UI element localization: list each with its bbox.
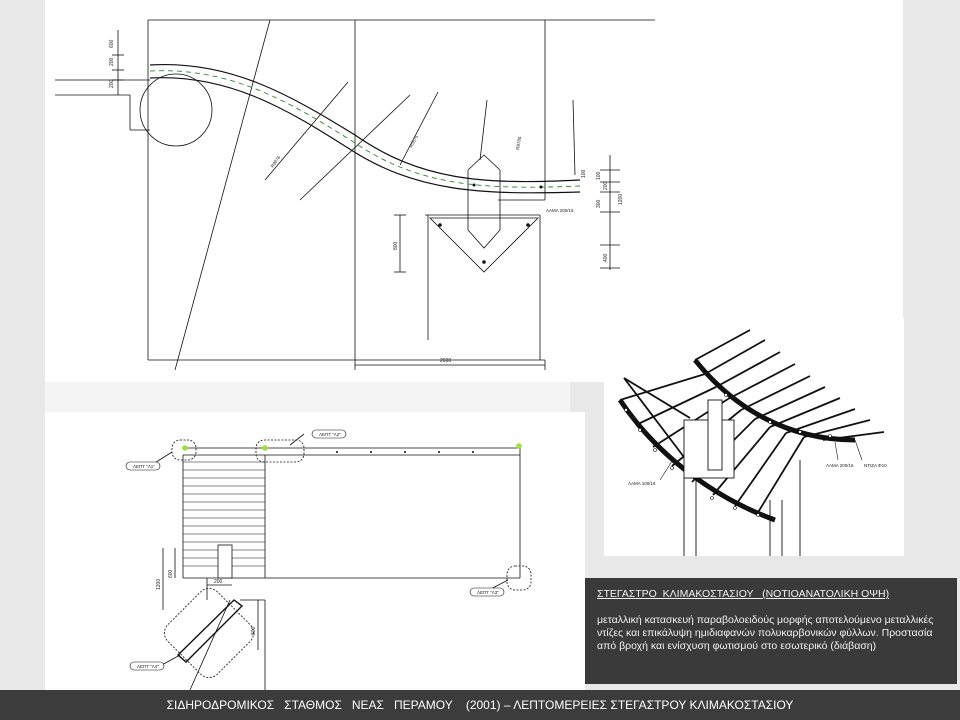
label-plate-200: ΛΑΜΑ 200/16 xyxy=(826,463,854,468)
description-title: ΣΤΕΓΑΣΤΡΟ ΚΛΙΜΑΚΟΣΤΑΣΙΟΥ (ΝΟΤΙΟΑΝΑΤΟΛΙΚΗ ΟΨΗ) xyxy=(597,588,890,600)
description-box xyxy=(585,578,957,684)
detail-label-2: ΛΕΠΤ "Λ2" xyxy=(319,432,341,437)
dim-200-b: 200 xyxy=(109,79,115,88)
label-bar: ΝΤΙΖΑ Φ10 xyxy=(864,463,887,468)
detail-label-3: ΛΕΠΤ "Λ3" xyxy=(477,590,499,595)
dim-1200: 1200 xyxy=(618,193,624,205)
dim-1200-bottom: 1200 xyxy=(156,578,162,590)
detail-label-4: ΛΕΠΤ "Λ4" xyxy=(137,664,159,669)
dim-600-bottom: 600 xyxy=(168,569,174,578)
plate-label: ΛΑΜΑ 200/16 xyxy=(546,208,574,213)
radius-label-2: R3575 xyxy=(408,134,420,149)
description-body: μεταλλική κατασκευή παραβολοειδούς μορφής αποτελούμενο μεταλλικές ντίζες και επικάλυψη ημιδιαφανών πολυκαρβονικών φύλλων. Προστασία από βροχή και ενίσχυση φωτισμού στο εσωτερικό (διάβαση) xyxy=(597,614,934,652)
isometric-view-svg xyxy=(604,318,904,556)
bottom-plan-svg xyxy=(45,412,585,690)
detail-label-1: ΛΕΠΤ "Λ1" xyxy=(133,464,155,469)
dim-800: 800 xyxy=(393,241,399,250)
dim-400: 400 xyxy=(603,253,609,262)
dim-200-c: 200 xyxy=(603,181,609,190)
separator-strip xyxy=(45,382,570,412)
radius-label-3: R8785 xyxy=(515,136,523,151)
footer-title: ΣΙΔΗΡΟΔΡΟΜΙΚΟΣ ΣΤΑΘΜΟΣ ΝΕΑΣ ΠΕΡΑΜΟΥ (2001) – ΛΕΠΤΟΜΕΡΕΙΕΣ ΣΤΕΓΑΣΤΡΟΥ ΚΛΙΜΑΚΟΣΤΑΣΙΟΥ xyxy=(0,690,960,720)
label-plate-100: ΛΑΜΑ 100/16 xyxy=(628,481,656,486)
radius-label-1: R9876 xyxy=(269,154,282,169)
dim-600-top: 600 xyxy=(109,39,115,48)
dim-800-bottom: 800 xyxy=(251,626,257,635)
dim-200-a: 200 xyxy=(109,57,115,66)
dim-200-bottom: 200 xyxy=(214,579,223,585)
bottom-plan-drawing xyxy=(45,412,585,690)
dim-2600: 2600 xyxy=(440,358,452,364)
dim-100-b: 100 xyxy=(581,169,587,178)
dim-100-a: 100 xyxy=(596,171,602,180)
isometric-view-drawing xyxy=(604,318,904,556)
dim-300: 300 xyxy=(596,199,602,208)
